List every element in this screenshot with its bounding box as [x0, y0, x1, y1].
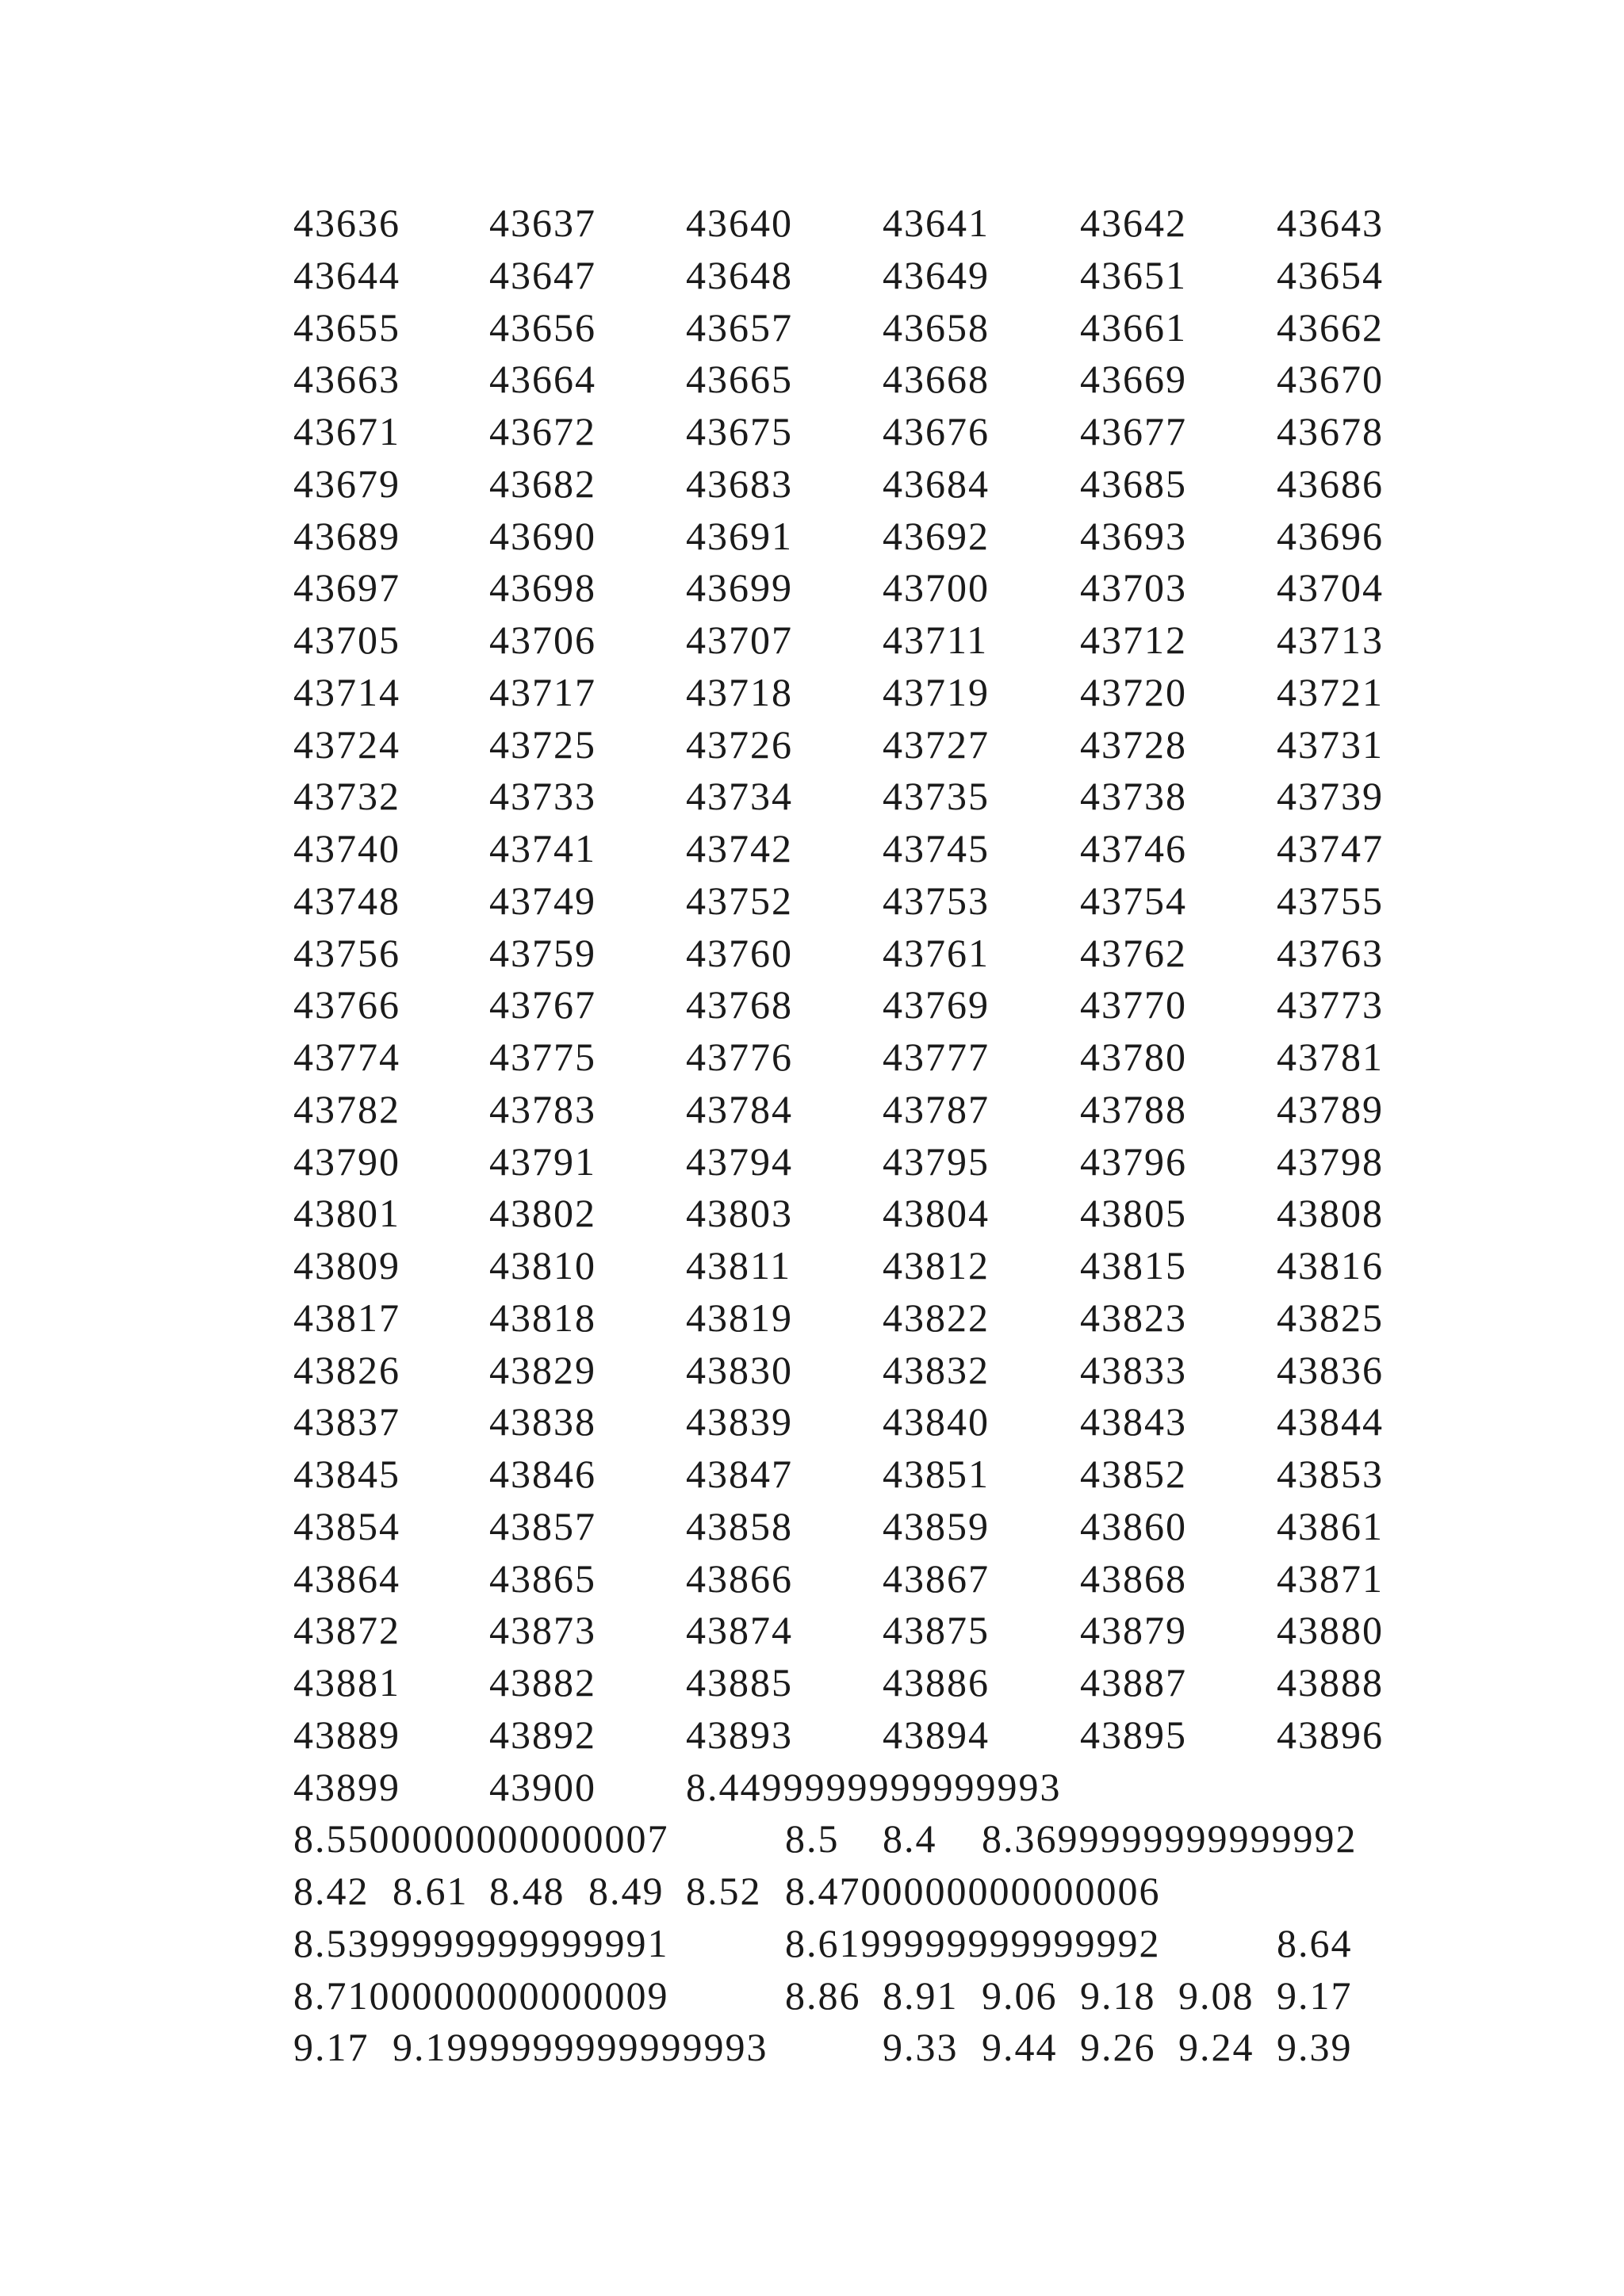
value-cell: 9.33 — [883, 2025, 959, 2070]
number-cell: 43836 — [1277, 1347, 1384, 1392]
value-cell: 8.48 — [489, 1869, 565, 1913]
number-cell: 43739 — [1277, 774, 1384, 819]
number-cell: 43753 — [883, 878, 990, 923]
number-cell: 43815 — [1080, 1243, 1187, 1288]
number-cell: 43830 — [686, 1347, 793, 1392]
number-row — [0, 1135, 1624, 1188]
value-line — [0, 1917, 1624, 1969]
number-row — [0, 1552, 1624, 1605]
number-cell: 43874 — [686, 1608, 793, 1653]
number-cell: 43697 — [293, 565, 400, 610]
number-cell: 43819 — [686, 1295, 793, 1340]
number-cell: 43811 — [686, 1243, 792, 1288]
number-row — [0, 353, 1624, 405]
number-cell: 43707 — [686, 618, 793, 662]
number-row — [0, 1083, 1624, 1135]
number-cell: 43790 — [293, 1138, 400, 1184]
number-cell: 43794 — [686, 1138, 793, 1184]
number-cell: 43649 — [883, 252, 990, 297]
number-cell: 43817 — [293, 1295, 400, 1340]
value-cell: 8.42 — [293, 1869, 370, 1913]
number-cell: 43658 — [883, 304, 990, 350]
number-cell: 43826 — [293, 1347, 400, 1392]
number-cell: 43700 — [883, 565, 990, 610]
number-cell: 43689 — [293, 513, 400, 558]
number-cell: 43643 — [1277, 201, 1384, 245]
number-cell: 43768 — [686, 982, 793, 1027]
number-cell: 43654 — [1277, 252, 1384, 297]
number-cell: 43810 — [489, 1243, 596, 1288]
number-cell: 43644 — [293, 252, 400, 297]
number-cell: 43685 — [1080, 461, 1187, 506]
number-row — [0, 1395, 1624, 1448]
value-cell: 8.4 — [883, 1816, 937, 1862]
number-cell: 43713 — [1277, 618, 1384, 662]
number-cell: 43678 — [1277, 409, 1384, 453]
number-cell: 43747 — [1277, 826, 1384, 871]
number-row — [0, 1604, 1624, 1656]
number-cell: 43823 — [1080, 1295, 1187, 1340]
number-cell: 43795 — [883, 1138, 990, 1184]
number-row — [0, 1344, 1624, 1396]
number-row — [0, 457, 1624, 510]
number-cell: 43754 — [1080, 878, 1187, 923]
number-row — [0, 1656, 1624, 1709]
number-row — [0, 614, 1624, 666]
number-cell: 43663 — [293, 357, 400, 402]
number-cell: 43833 — [1080, 1347, 1187, 1392]
number-cell: 43871 — [1277, 1556, 1384, 1601]
number-cell: 43879 — [1080, 1608, 1187, 1653]
number-cell: 43808 — [1277, 1191, 1384, 1236]
number-cell: 43788 — [1080, 1086, 1187, 1131]
number-cell: 43671 — [293, 409, 400, 453]
number-cell: 43676 — [883, 409, 990, 453]
number-cell: 43782 — [293, 1086, 400, 1131]
number-cell: 43777 — [883, 1035, 990, 1079]
number-cell: 43880 — [1277, 1608, 1384, 1653]
value-cell: 9.39 — [1277, 2025, 1353, 2070]
value-cell: 8.5399999999999991 — [293, 1920, 669, 1965]
number-cell: 43641 — [883, 201, 990, 245]
number-cell: 43796 — [1080, 1138, 1187, 1184]
number-cell: 43844 — [1277, 1399, 1384, 1445]
number-cell: 43787 — [883, 1086, 990, 1131]
number-cell: 43789 — [1277, 1086, 1384, 1131]
number-row — [0, 249, 1624, 301]
number-cell: 43783 — [489, 1086, 596, 1131]
number-cell: 43873 — [489, 1608, 596, 1653]
number-cell: 43832 — [883, 1347, 990, 1392]
value-line — [0, 1969, 1624, 2022]
number-cell: 43858 — [686, 1503, 793, 1548]
value-cell: 8.4700000000000006 — [785, 1869, 1161, 1913]
number-cell: 43734 — [686, 774, 793, 819]
number-cell: 43762 — [1080, 930, 1187, 975]
number-cell: 43705 — [293, 618, 400, 662]
number-cell: 43690 — [489, 513, 596, 558]
number-cell: 43703 — [1080, 565, 1187, 610]
number-cell: 43738 — [1080, 774, 1187, 819]
number-cell: 43887 — [1080, 1660, 1187, 1705]
number-cell: 43735 — [883, 774, 990, 819]
number-cell: 43857 — [489, 1503, 596, 1548]
number-cell: 43656 — [489, 304, 596, 350]
value-cell: 9.17 — [293, 2025, 370, 2070]
number-cell: 43802 — [489, 1191, 596, 1236]
number-cell: 43636 — [293, 201, 400, 245]
number-cell: 43752 — [686, 878, 793, 923]
number-row — [0, 197, 1624, 249]
number-row — [0, 978, 1624, 1031]
number-row — [0, 718, 1624, 771]
value-cell: 43900 — [489, 1764, 596, 1809]
number-cell: 43805 — [1080, 1191, 1187, 1236]
number-cell: 43896 — [1277, 1712, 1384, 1757]
number-cell: 43742 — [686, 826, 793, 871]
number-cell: 43647 — [489, 252, 596, 297]
number-cell: 43655 — [293, 304, 400, 350]
number-row — [0, 666, 1624, 718]
value-cell: 8.4499999999999993 — [686, 1764, 1062, 1809]
number-cell: 43756 — [293, 930, 400, 975]
value-cell: 8.6199999999999992 — [785, 1920, 1161, 1965]
number-row — [0, 927, 1624, 979]
value-cell: 8.52 — [686, 1869, 762, 1913]
number-cell: 43886 — [883, 1660, 990, 1705]
number-cell: 43755 — [1277, 878, 1384, 923]
number-row — [0, 1709, 1624, 1761]
number-cell: 43665 — [686, 357, 793, 402]
number-cell: 43812 — [883, 1243, 990, 1288]
number-cell: 43724 — [293, 721, 400, 767]
number-cell: 43892 — [489, 1712, 596, 1757]
number-cell: 43852 — [1080, 1452, 1187, 1496]
value-cell: 9.06 — [982, 1973, 1058, 2018]
number-cell: 43711 — [883, 618, 989, 662]
number-cell: 43717 — [489, 669, 596, 714]
number-cell: 43780 — [1080, 1035, 1187, 1079]
number-cell: 43791 — [489, 1138, 596, 1184]
number-cell: 43853 — [1277, 1452, 1384, 1496]
number-cell: 43881 — [293, 1660, 400, 1705]
number-cell: 43642 — [1080, 201, 1187, 245]
number-row — [0, 1292, 1624, 1344]
number-cell: 43784 — [686, 1086, 793, 1131]
number-cell: 43809 — [293, 1243, 400, 1288]
number-cell: 43860 — [1080, 1503, 1187, 1548]
number-cell: 43822 — [883, 1295, 990, 1340]
number-cell: 43745 — [883, 826, 990, 871]
number-cell: 43885 — [686, 1660, 793, 1705]
number-cell: 43872 — [293, 1608, 400, 1653]
number-cell: 43662 — [1277, 304, 1384, 350]
number-cell: 43775 — [489, 1035, 596, 1079]
number-cell: 43829 — [489, 1347, 596, 1392]
number-cell: 43741 — [489, 826, 596, 871]
number-cell: 43859 — [883, 1503, 990, 1548]
number-cell: 43774 — [293, 1035, 400, 1079]
number-cell: 43761 — [883, 930, 990, 975]
number-row — [0, 1448, 1624, 1500]
value-line — [0, 1761, 1624, 1813]
number-cell: 43746 — [1080, 826, 1187, 871]
value-cell: 8.7100000000000009 — [293, 1973, 669, 2018]
number-row — [0, 301, 1624, 354]
number-cell: 43720 — [1080, 669, 1187, 714]
number-cell: 43875 — [883, 1608, 990, 1653]
number-row — [0, 1500, 1624, 1552]
number-cell: 43664 — [489, 357, 596, 402]
number-cell: 43803 — [686, 1191, 793, 1236]
number-cell: 43675 — [686, 409, 793, 453]
number-cell: 43651 — [1080, 252, 1187, 297]
number-cell: 43854 — [293, 1503, 400, 1548]
number-cell: 43692 — [883, 513, 990, 558]
number-cell: 43882 — [489, 1660, 596, 1705]
value-line — [0, 1865, 1624, 1917]
number-row — [0, 770, 1624, 822]
value-cell: 8.86 — [785, 1973, 861, 2018]
number-cell: 43798 — [1277, 1138, 1384, 1184]
value-cell: 8.3699999999999992 — [982, 1816, 1358, 1862]
number-cell: 43767 — [489, 982, 596, 1027]
number-cell: 43825 — [1277, 1295, 1384, 1340]
number-cell: 43718 — [686, 669, 793, 714]
number-cell: 43766 — [293, 982, 400, 1027]
number-cell: 43839 — [686, 1399, 793, 1445]
number-cell: 43684 — [883, 461, 990, 506]
value-line — [0, 2021, 1624, 2073]
value-cell: 9.24 — [1178, 2025, 1254, 2070]
number-cell: 43725 — [489, 721, 596, 767]
number-cell: 43760 — [686, 930, 793, 975]
number-cell: 43640 — [686, 201, 793, 245]
number-cell: 43669 — [1080, 357, 1187, 402]
number-cell: 43818 — [489, 1295, 596, 1340]
number-cell: 43637 — [489, 201, 596, 245]
number-cell: 43769 — [883, 982, 990, 1027]
number-cell: 43748 — [293, 878, 400, 923]
number-cell: 43719 — [883, 669, 990, 714]
number-cell: 43728 — [1080, 721, 1187, 767]
number-cell: 43727 — [883, 721, 990, 767]
value-cell: 8.91 — [883, 1973, 959, 2018]
number-row — [0, 1239, 1624, 1292]
number-cell: 43726 — [686, 721, 793, 767]
number-cell: 43683 — [686, 461, 793, 506]
number-cell: 43770 — [1080, 982, 1187, 1027]
number-cell: 43763 — [1277, 930, 1384, 975]
number-cell: 43661 — [1080, 304, 1187, 350]
number-cell: 43721 — [1277, 669, 1384, 714]
number-cell: 43845 — [293, 1452, 400, 1496]
number-cell: 43648 — [686, 252, 793, 297]
value-cell: 8.5500000000000007 — [293, 1816, 669, 1862]
value-cell: 8.49 — [588, 1869, 665, 1913]
number-cell: 43851 — [883, 1452, 990, 1496]
number-cell: 43776 — [686, 1035, 793, 1079]
number-cell: 43846 — [489, 1452, 596, 1496]
number-cell: 43889 — [293, 1712, 400, 1757]
number-row — [0, 405, 1624, 457]
number-cell: 43740 — [293, 826, 400, 871]
number-cell: 43895 — [1080, 1712, 1187, 1757]
number-cell: 43679 — [293, 461, 400, 506]
number-cell: 43691 — [686, 513, 793, 558]
value-cell: 9.17 — [1277, 1973, 1353, 2018]
value-cell: 8.61 — [393, 1869, 469, 1913]
number-cell: 43893 — [686, 1712, 793, 1757]
number-row — [0, 874, 1624, 927]
number-cell: 43804 — [883, 1191, 990, 1236]
number-cell: 43847 — [686, 1452, 793, 1496]
number-cell: 43731 — [1277, 721, 1384, 767]
number-cell: 43867 — [883, 1556, 990, 1601]
number-cell: 43712 — [1080, 618, 1187, 662]
number-cell: 43843 — [1080, 1399, 1187, 1445]
number-cell: 43781 — [1277, 1035, 1384, 1079]
number-cell: 43677 — [1080, 409, 1187, 453]
number-cell: 43894 — [883, 1712, 990, 1757]
number-cell: 43840 — [883, 1399, 990, 1445]
number-row — [0, 822, 1624, 874]
number-cell: 43668 — [883, 357, 990, 402]
value-cell: 9.1999999999999993 — [393, 2025, 768, 2070]
number-cell: 43732 — [293, 774, 400, 819]
number-cell: 43868 — [1080, 1556, 1187, 1601]
number-row — [0, 510, 1624, 562]
number-cell: 43749 — [489, 878, 596, 923]
value-cell: 9.44 — [982, 2025, 1058, 2070]
number-cell: 43657 — [686, 304, 793, 350]
number-cell: 43699 — [686, 565, 793, 610]
number-cell: 43704 — [1277, 565, 1384, 610]
number-cell: 43837 — [293, 1399, 400, 1445]
number-cell: 43861 — [1277, 1503, 1384, 1548]
value-cell: 8.64 — [1277, 1920, 1353, 1965]
number-cell: 43686 — [1277, 461, 1384, 506]
number-cell: 43888 — [1277, 1660, 1384, 1705]
number-cell: 43670 — [1277, 357, 1384, 402]
number-cell: 43759 — [489, 930, 596, 975]
value-cell: 8.5 — [785, 1816, 840, 1862]
number-cell: 43838 — [489, 1399, 596, 1445]
number-row — [0, 1187, 1624, 1239]
number-cell: 43682 — [489, 461, 596, 506]
number-cell: 43865 — [489, 1556, 596, 1601]
number-cell: 43816 — [1277, 1243, 1384, 1288]
number-cell: 43693 — [1080, 513, 1187, 558]
number-cell: 43706 — [489, 618, 596, 662]
value-cell: 43899 — [293, 1764, 400, 1809]
number-row — [0, 1031, 1624, 1083]
value-cell: 9.08 — [1178, 1973, 1254, 2018]
number-cell: 43801 — [293, 1191, 400, 1236]
value-line — [0, 1812, 1624, 1865]
value-cell: 9.18 — [1080, 1973, 1156, 2018]
number-cell: 43714 — [293, 669, 400, 714]
number-cell: 43866 — [686, 1556, 793, 1601]
number-row — [0, 561, 1624, 614]
value-cell: 9.26 — [1080, 2025, 1156, 2070]
number-cell: 43696 — [1277, 513, 1384, 558]
number-cell: 43733 — [489, 774, 596, 819]
number-cell: 43672 — [489, 409, 596, 453]
number-cell: 43773 — [1277, 982, 1384, 1027]
number-cell: 43698 — [489, 565, 596, 610]
number-cell: 43864 — [293, 1556, 400, 1601]
